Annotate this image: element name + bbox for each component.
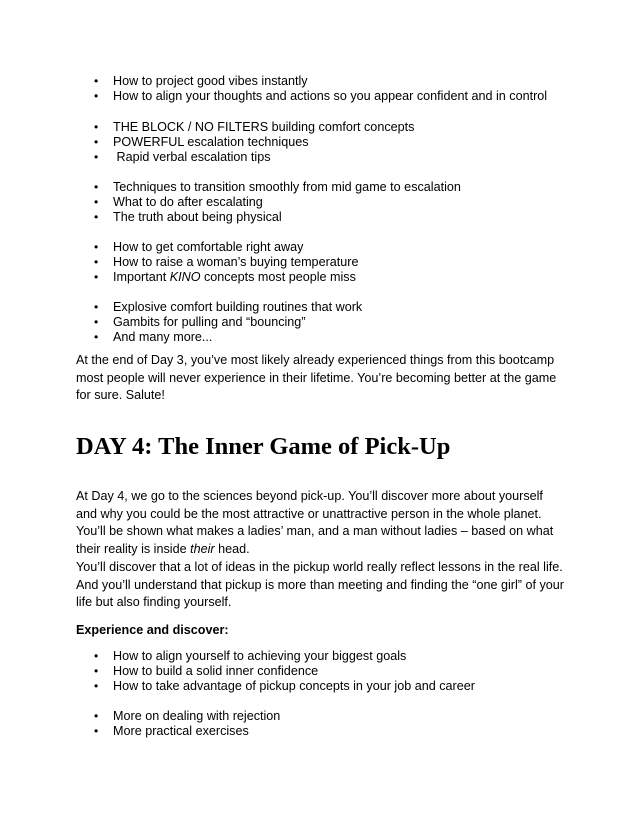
bullet-icon: • — [94, 649, 99, 663]
day4-discover-paragraph: You’ll discover that a lot of ideas in the pickup world really reflect lessons in the real life. And you’ll understand that pickup is more than meeting and finding the “one girl” of your life but also finding yourself. — [76, 560, 564, 610]
list-item: • POWERFUL escalation techniques — [94, 135, 309, 150]
list-item: • And many more... — [94, 330, 213, 345]
day4-intro-paragraph: At Day 4, we go to the sciences beyond pick-up. You’ll discover more about yourself and why you could be the most attractive or unattractive person in the whole planet. You’ll be shown what makes a ladies’ man, and a man without ladies – based on what their reality is inside their head. — [76, 489, 554, 556]
day3-closing-paragraph: At the end of Day 3, you’ve most likely already experienced things from this bootcamp most people will never experience in their lifetime. You’re becoming better at the game for sure. Salute! — [76, 353, 557, 403]
bullet-icon: • — [94, 240, 99, 254]
bullet-icon: • — [94, 255, 99, 270]
list-item: • Explosive comfort building routines that work — [94, 300, 363, 314]
bullet-icon: • — [94, 330, 99, 345]
list-item: • THE BLOCK / NO FILTERS building comfort concepts — [94, 120, 415, 134]
list-item: • More practical exercises — [94, 724, 249, 739]
list-item: • Techniques to transition smoothly from mid game to escalation — [94, 180, 461, 194]
list-item: • How to get comfortable right away — [94, 240, 304, 254]
list-item: • How to take advantage of pickup concepts in your job and career — [94, 679, 475, 694]
bullet-list-day3-group5 — [94, 300, 362, 346]
day4-heading: DAY 4: The Inner Game of Pick-Up — [76, 433, 451, 460]
list-item: • Important KINO concepts most people miss — [94, 270, 356, 285]
bullet-icon: • — [94, 300, 99, 314]
bullet-icon: • — [94, 664, 99, 679]
bullet-list-day3-group3 — [94, 180, 461, 226]
list-item: • What to do after escalating — [94, 195, 263, 210]
bullet-icon: • — [94, 724, 99, 739]
list-item: • More on dealing with rejection — [94, 709, 281, 723]
list-item: • Rapid verbal escalation tips — [94, 150, 271, 165]
bullet-icon: • — [94, 210, 99, 225]
bullet-list-day4-group2 — [94, 709, 280, 739]
bullet-icon: • — [94, 270, 99, 285]
bullet-icon: • — [94, 709, 99, 723]
list-item: • How to build a solid inner confidence — [94, 664, 319, 679]
bullet-icon: • — [94, 195, 99, 210]
bullet-icon: • — [94, 315, 99, 330]
bullet-icon: • — [94, 180, 99, 194]
bullet-icon: • — [94, 120, 99, 134]
bullet-list-day4-group1 — [94, 649, 475, 695]
list-item: • How to project good vibes instantly — [94, 74, 308, 88]
experience-subheading: Experience and discover: — [76, 623, 229, 637]
bullet-icon: • — [94, 135, 99, 150]
bullet-icon: • — [94, 89, 99, 104]
list-item: • Gambits for pulling and “bouncing” — [94, 315, 306, 330]
bullet-list-day3-group4 — [94, 240, 358, 286]
bullet-icon: • — [94, 150, 99, 165]
list-item: • How to raise a woman’s buying temperature — [94, 255, 359, 270]
list-item: • How to align yourself to achieving your biggest goals — [94, 649, 407, 663]
bullet-list-day3-group2 — [94, 120, 414, 166]
bullet-icon: • — [94, 679, 99, 694]
bullet-list-day3-group1 — [94, 74, 547, 104]
bullet-icon: • — [94, 74, 99, 88]
list-item: • How to align your thoughts and actions so you appear confident and in control — [94, 89, 548, 104]
list-item: • The truth about being physical — [94, 210, 282, 225]
